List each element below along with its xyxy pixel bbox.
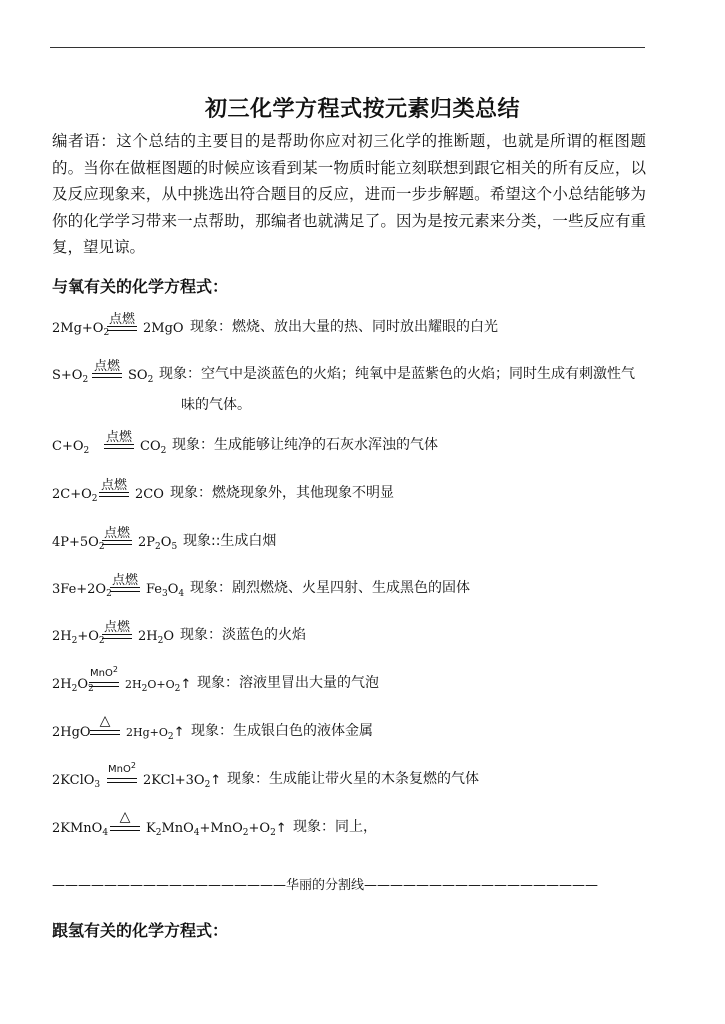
reaction-condition-arrow bbox=[89, 666, 119, 696]
equation-row bbox=[52, 806, 652, 840]
double-line-icon bbox=[89, 682, 119, 687]
double-line-icon bbox=[104, 444, 134, 449]
observation-text: 现象：同上， bbox=[293, 819, 377, 835]
observation-text: 现象：生成能让带火星的木条复燃的气体 bbox=[227, 771, 479, 787]
equation-products: $CO_2$ bbox=[140, 439, 167, 456]
reaction-condition: 点燃 bbox=[103, 620, 130, 635]
equation-row bbox=[52, 424, 652, 458]
double-line-icon bbox=[102, 634, 132, 639]
double-line-icon bbox=[99, 492, 129, 497]
reaction-condition-arrow bbox=[104, 428, 134, 458]
reaction-condition: △ bbox=[99, 713, 111, 729]
equation-products: $2P_2O_5$ bbox=[138, 535, 178, 552]
equation-products: 2MgO bbox=[143, 321, 184, 336]
double-line-icon bbox=[102, 540, 132, 545]
equation-products: $SO_2$ bbox=[128, 368, 154, 385]
observation-text: 现象：燃烧现象外，其他现象不明显 bbox=[170, 485, 394, 501]
equation-row bbox=[52, 472, 652, 506]
equation-products: $2KCl+3O_2↑$ bbox=[143, 773, 222, 790]
reaction-condition-arrow bbox=[107, 310, 137, 340]
equation-reactants: $2H_2O_2$ bbox=[52, 677, 94, 694]
reaction-condition-arrow bbox=[92, 357, 122, 387]
equation-reactants: $2Mg+O_2$ bbox=[52, 321, 110, 338]
reaction-condition-arrow bbox=[102, 524, 132, 554]
reaction-condition-arrow bbox=[102, 618, 132, 648]
equation-reactants: $3Fe+2O_2$ bbox=[52, 582, 112, 599]
observation-continuation: 味的气体。 bbox=[181, 397, 251, 413]
equation-row bbox=[52, 614, 652, 648]
section-heading-oxygen: 与氧有关的化学方程式： bbox=[52, 277, 229, 296]
reaction-condition: MnO$^2$ bbox=[90, 665, 118, 679]
equation-products: $2H_2O+O_2↑$ bbox=[125, 677, 192, 694]
reaction-condition: 点燃 bbox=[111, 573, 138, 588]
divider-line: ——————————————————华丽的分割线—————————————————— bbox=[52, 878, 599, 893]
reaction-condition-arrow bbox=[107, 762, 137, 792]
reaction-condition: 点燃 bbox=[105, 430, 132, 445]
equation-products: $K_2MnO_4+MnO_2+O_2↑$ bbox=[146, 821, 287, 838]
equation-row bbox=[52, 353, 652, 387]
observation-text: 现象：淡蓝色的火焰 bbox=[180, 627, 306, 643]
equation-reactants: 2HgO bbox=[52, 725, 91, 740]
equation-reactants: 2KMnO$_4$ bbox=[52, 821, 109, 838]
observation-text: 现象::生成白烟 bbox=[183, 533, 277, 549]
double-line-icon bbox=[90, 730, 120, 735]
reaction-condition: 点燃 bbox=[108, 312, 135, 327]
equation-products: $Fe_3O_4$ bbox=[146, 582, 185, 599]
equation-products: $2H_2O$ bbox=[138, 629, 175, 646]
equation-reactants: $2C+O_2$ bbox=[52, 487, 98, 504]
equation-products: 2CO bbox=[135, 487, 164, 502]
equation-reactants: $S+O_2$ bbox=[52, 368, 89, 385]
equation-reactants: $4P+5O_2$ bbox=[52, 535, 105, 552]
equation-row bbox=[52, 567, 652, 601]
equation-reactants: $2H_2+O_2$ bbox=[52, 629, 105, 646]
equation-row bbox=[52, 306, 652, 340]
equation-products: $2Hg+O_2↑$ bbox=[126, 725, 185, 742]
equation-reactants: 2KClO$_3$ bbox=[52, 773, 101, 790]
reaction-condition-arrow bbox=[110, 571, 140, 601]
equation-row bbox=[52, 520, 652, 554]
double-line-icon bbox=[110, 587, 140, 592]
double-line-icon bbox=[110, 826, 140, 831]
reaction-condition-arrow bbox=[110, 810, 140, 840]
reaction-condition: △ bbox=[119, 809, 131, 825]
observation-text: 现象：溶液里冒出大量的气泡 bbox=[197, 675, 379, 691]
double-line-icon bbox=[107, 326, 137, 331]
page-title: 初三化学方程式按元素归类总结 bbox=[204, 96, 520, 122]
reaction-condition: 点燃 bbox=[93, 359, 120, 374]
reaction-condition: MnO$^2$ bbox=[108, 761, 136, 775]
observation-text: 现象：剧烈燃烧、火星四射、生成黑色的固体 bbox=[190, 580, 470, 596]
observation-text: 现象：空气中是淡蓝色的火焰；纯氧中是蓝紫色的火焰；同时生成有刺激性气 bbox=[159, 366, 635, 382]
equation-row bbox=[52, 662, 652, 696]
reaction-condition-arrow bbox=[90, 714, 120, 744]
intro-paragraph: 编者语：这个总结的主要目的是帮助你应对初三化学的推断题，也就是所谓的框图题的。当你在做框图题的时候应该看到某一物质时能立刻联想到跟它相关的所有反应，以及反应现象来，从中挑选出符合题目的反应，进而一步步解题。希望这个小总结能够为你的化学学习带来一点帮助，那编者也就满足了。因为是按元素来分类，一些反应有重复，望见谅。 bbox=[52, 132, 646, 256]
double-line-icon bbox=[107, 778, 137, 783]
reaction-condition: 点燃 bbox=[100, 478, 127, 493]
reaction-condition: 点燃 bbox=[103, 526, 130, 541]
observation-text: 现象：燃烧、放出大量的热、同时放出耀眼的白光 bbox=[190, 319, 498, 335]
double-line-icon bbox=[92, 373, 122, 378]
equation-row bbox=[52, 710, 652, 744]
section-heading-hydrogen: 跟氢有关的化学方程式： bbox=[52, 921, 229, 940]
observation-text: 现象：生成银白色的液体金属 bbox=[191, 723, 373, 739]
top-rule bbox=[50, 47, 645, 48]
reaction-condition-arrow bbox=[99, 476, 129, 506]
equation-reactants: $C+O_2$ bbox=[52, 439, 90, 456]
observation-text: 现象：生成能够让纯净的石灰水浑浊的气体 bbox=[172, 437, 438, 453]
equation-row bbox=[52, 758, 652, 792]
